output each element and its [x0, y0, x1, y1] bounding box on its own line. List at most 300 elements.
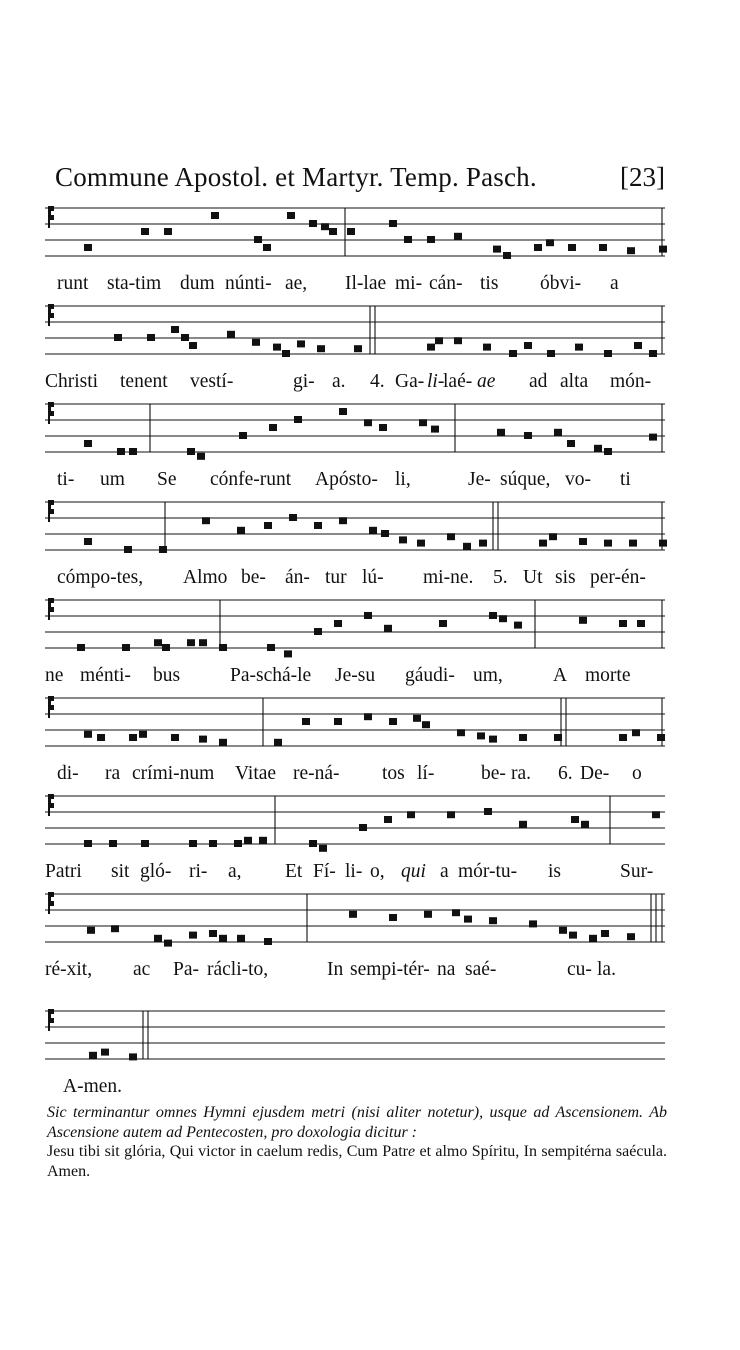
- neume-note: [579, 617, 587, 624]
- syllable: um: [100, 469, 125, 490]
- doxology-part: et almo Spíritu, In sempitérna saécula. Amen.: [47, 1143, 668, 1180]
- chant-staff: [45, 891, 665, 953]
- do-clef: [48, 1009, 54, 1031]
- neume-note: [254, 236, 262, 243]
- neume-note: [431, 426, 439, 433]
- syllable: be-: [241, 567, 266, 588]
- lyrics-line: [45, 273, 665, 299]
- syllable: rácli-to,: [207, 959, 269, 980]
- neume-note: [599, 244, 607, 251]
- syllable: alta: [560, 371, 589, 392]
- neume-note: [477, 732, 485, 739]
- neume-note: [519, 734, 527, 741]
- syllable: dum: [180, 273, 215, 294]
- neume-note: [364, 419, 372, 426]
- syllable: li-: [345, 861, 363, 882]
- neume-note: [189, 342, 197, 349]
- syllable: Ut: [523, 567, 543, 588]
- chant-staff: [45, 1008, 665, 1070]
- neume-note: [364, 612, 372, 619]
- syllable: is: [548, 861, 562, 882]
- syllable: crími-num: [132, 763, 215, 784]
- music-system-1: [45, 205, 665, 305]
- neume-note: [263, 244, 271, 251]
- neume-note: [634, 342, 642, 349]
- neume-note: [354, 345, 362, 352]
- do-clef: [48, 598, 54, 620]
- neume-note: [171, 734, 179, 741]
- neume-note: [339, 408, 347, 415]
- neume-note: [503, 252, 511, 259]
- neume-note: [282, 350, 290, 357]
- syllable: óbvi-: [540, 273, 582, 294]
- neume-note: [575, 344, 583, 351]
- neume-note: [84, 840, 92, 847]
- music-system-3: [45, 401, 665, 501]
- syllable: lí-: [417, 763, 435, 784]
- neume-note: [187, 448, 195, 455]
- neume-note: [227, 331, 235, 338]
- syllable: tur: [325, 567, 347, 588]
- doxology-text: [47, 1142, 667, 1181]
- syllable: o: [632, 763, 642, 784]
- syllable: per-én-: [590, 567, 646, 588]
- neume-note: [111, 925, 119, 932]
- syllable: Ga-: [395, 371, 425, 392]
- neume-note: [447, 533, 455, 540]
- chant-staff: [45, 303, 665, 365]
- neume-note: [164, 940, 172, 947]
- syllable: morte: [585, 665, 631, 686]
- do-clef: [48, 500, 54, 522]
- syllable: be-: [481, 763, 506, 784]
- neume-note: [209, 930, 217, 937]
- music-system-5: [45, 597, 665, 697]
- neume-note: [269, 424, 277, 431]
- syllable: án-: [285, 567, 310, 588]
- neume-note: [594, 445, 602, 452]
- neume-note: [627, 933, 635, 940]
- syllable: a.: [332, 371, 346, 392]
- neume-note: [554, 734, 562, 741]
- neume-note: [219, 935, 227, 942]
- neume-note: [379, 424, 387, 431]
- neume-note: [571, 816, 579, 823]
- syllable: na: [437, 959, 456, 980]
- neume-note: [334, 718, 342, 725]
- neume-note: [463, 543, 471, 550]
- chant-staff: [45, 597, 665, 659]
- chant-staff: [45, 401, 665, 463]
- neume-note: [464, 916, 472, 923]
- neume-note: [309, 840, 317, 847]
- syllable: ra.: [511, 763, 532, 784]
- neume-note: [309, 220, 317, 227]
- neume-note: [529, 920, 537, 927]
- neume-note: [424, 911, 432, 918]
- lyrics-line: [45, 763, 665, 789]
- neume-note: [219, 739, 227, 746]
- syllable: In: [327, 959, 344, 980]
- syllable: De-: [580, 763, 610, 784]
- neume-note: [124, 546, 132, 553]
- neume-note: [567, 440, 575, 447]
- neume-note: [199, 639, 207, 646]
- music-system-6: [45, 695, 665, 795]
- syllable: lú-: [362, 567, 384, 588]
- neume-note: [604, 448, 612, 455]
- neume-note: [384, 816, 392, 823]
- neume-note: [509, 350, 517, 357]
- syllable: gi-: [293, 371, 315, 392]
- syllable: Patri: [45, 861, 82, 882]
- neume-note: [627, 247, 635, 254]
- syllable: ré-xit,: [45, 959, 93, 980]
- music-system-8: [45, 891, 665, 991]
- neume-note: [399, 536, 407, 543]
- neume-note: [314, 522, 322, 529]
- neume-note: [84, 244, 92, 251]
- neume-note: [427, 236, 435, 243]
- neume-note: [389, 718, 397, 725]
- syllable: A: [553, 665, 568, 686]
- neume-note: [189, 932, 197, 939]
- syllable: A-men.: [63, 1076, 123, 1097]
- neume-note: [384, 625, 392, 632]
- music-system-2: [45, 303, 665, 403]
- lyrics-line: [45, 567, 665, 593]
- syllable: vo-: [565, 469, 591, 490]
- neume-note: [422, 721, 430, 728]
- neume-note: [274, 739, 282, 746]
- lyrics-line: [45, 469, 665, 495]
- neume-note: [84, 440, 92, 447]
- syllable: li,: [395, 469, 411, 490]
- neume-note: [589, 935, 597, 942]
- syllable: 6.: [558, 763, 573, 784]
- neume-note: [84, 538, 92, 545]
- page-title: Commune Apostol. et Martyr. Temp. Pasch.: [55, 162, 537, 192]
- neume-note: [289, 514, 297, 521]
- neume-note: [489, 736, 497, 743]
- neume-note: [97, 734, 105, 741]
- neume-note: [369, 527, 377, 534]
- lyrics-line: [45, 665, 665, 691]
- chant-staff: [45, 793, 665, 855]
- syllable: món-: [610, 371, 652, 392]
- neume-note: [452, 909, 460, 916]
- neume-note: [264, 522, 272, 529]
- lyrics-line: [45, 861, 665, 887]
- neume-note: [489, 917, 497, 924]
- neume-note: [407, 811, 415, 818]
- music-system-9: [45, 1008, 665, 1108]
- music-system-7: [45, 793, 665, 893]
- neume-note: [117, 448, 125, 455]
- syllable: ti: [620, 469, 631, 490]
- neume-note: [514, 622, 522, 629]
- neume-note: [457, 729, 465, 736]
- neume-note: [483, 344, 491, 351]
- chant-staff: [45, 499, 665, 561]
- syllable: ra: [105, 763, 121, 784]
- syllable: ri-: [189, 861, 208, 882]
- neume-note: [239, 432, 247, 439]
- syllable: Je-: [468, 469, 491, 490]
- doxology-part: Jesu tibi sit glória, Qui victor in caelum redis, Cum Patr: [47, 1143, 408, 1160]
- neume-note: [273, 344, 281, 351]
- neume-note: [559, 927, 567, 934]
- neume-note: [101, 1049, 109, 1056]
- neume-note: [89, 1052, 97, 1059]
- do-clef: [48, 892, 54, 914]
- neume-note: [122, 644, 130, 651]
- syllable: sis: [555, 567, 576, 588]
- doxology-italic-letter: e: [407, 1143, 416, 1160]
- syllable: mór-tu-: [458, 861, 518, 882]
- neume-note: [389, 220, 397, 227]
- neume-note: [259, 837, 267, 844]
- syllable: cu-: [567, 959, 592, 980]
- syllable: runt: [57, 273, 89, 294]
- neume-note: [129, 448, 137, 455]
- neume-note: [489, 612, 497, 619]
- syllable: ti-: [57, 469, 75, 490]
- neume-note: [287, 212, 295, 219]
- neume-note: [147, 334, 155, 341]
- neume-note: [534, 244, 542, 251]
- neume-note: [619, 620, 627, 627]
- neume-note: [159, 546, 167, 553]
- syllable: tis: [480, 273, 499, 294]
- neume-note: [581, 821, 589, 828]
- music-system-4: [45, 499, 665, 599]
- neume-note: [87, 927, 95, 934]
- neume-note: [319, 845, 327, 852]
- footnote-rubric: Sic terminantur omnes Hymni ejusdem metri (nisi aliter notetur), usque ad Ascensionem. Ab Ascensione autem ad Pentecosten, pro doxologia dicitur :: [47, 1104, 667, 1141]
- neume-note: [427, 344, 435, 351]
- neume-note: [619, 734, 627, 741]
- syllable: li-: [427, 371, 445, 392]
- do-clef: [48, 402, 54, 424]
- syllable: Fí-: [313, 861, 336, 882]
- syllable: um,: [473, 665, 503, 686]
- neume-note: [154, 935, 162, 942]
- neume-note: [334, 620, 342, 627]
- syllable: a: [440, 861, 449, 882]
- neume-note: [252, 339, 260, 346]
- neume-note: [549, 533, 557, 540]
- neume-note: [454, 337, 462, 344]
- neume-note: [129, 734, 137, 741]
- syllable: gáudi-: [405, 665, 455, 686]
- syllable: tenent: [120, 371, 168, 392]
- neume-note: [547, 350, 555, 357]
- neume-note: [202, 517, 210, 524]
- neume-note: [484, 808, 492, 815]
- syllable: mi-: [395, 273, 423, 294]
- neume-note: [519, 821, 527, 828]
- neume-note: [141, 228, 149, 235]
- neume-note: [604, 540, 612, 547]
- neume-note: [314, 628, 322, 635]
- syllable: Et: [285, 861, 303, 882]
- neume-note: [267, 644, 275, 651]
- neume-note: [652, 811, 660, 818]
- chant-staff: [45, 695, 665, 757]
- syllable: núnti-: [225, 273, 272, 294]
- do-clef: [48, 696, 54, 718]
- neume-note: [209, 840, 217, 847]
- neume-note: [244, 837, 252, 844]
- neume-note: [109, 840, 117, 847]
- neume-note: [181, 334, 189, 341]
- neume-note: [632, 729, 640, 736]
- neume-note: [435, 337, 443, 344]
- syllable: Almo: [183, 567, 228, 588]
- syllable: Se: [157, 469, 177, 490]
- neume-note: [237, 935, 245, 942]
- neume-note: [284, 650, 292, 657]
- neume-note: [419, 419, 427, 426]
- syllable: saé-: [465, 959, 497, 980]
- lyrics-line: [45, 1076, 665, 1102]
- page-header: [55, 162, 665, 198]
- neume-note: [339, 517, 347, 524]
- neume-note: [302, 718, 310, 725]
- neume-note: [317, 345, 325, 352]
- neume-note: [479, 540, 487, 547]
- syllable: ac: [133, 959, 151, 980]
- neume-note: [349, 911, 357, 918]
- neume-note: [294, 416, 302, 423]
- neume-note: [237, 527, 245, 534]
- neume-note: [413, 715, 421, 722]
- syllable: bus: [153, 665, 181, 686]
- syllable: cán-: [429, 273, 463, 294]
- syllable: o,: [370, 861, 385, 882]
- syllable: Christi: [45, 371, 99, 392]
- neume-note: [164, 228, 172, 235]
- neume-note: [77, 644, 85, 651]
- do-clef: [48, 304, 54, 326]
- neume-note: [659, 246, 667, 253]
- neume-note: [141, 840, 149, 847]
- syllable: Pa-schá-le: [230, 665, 312, 686]
- syllable: sempi-tér-: [350, 959, 430, 980]
- syllable: Je-su: [335, 665, 376, 686]
- neume-note: [629, 540, 637, 547]
- neume-note: [114, 334, 122, 341]
- neume-note: [329, 228, 337, 235]
- neume-note: [546, 239, 554, 246]
- neume-note: [539, 540, 547, 547]
- syllable: di-: [57, 763, 79, 784]
- neume-note: [197, 453, 205, 460]
- syllable: Sur-: [620, 861, 654, 882]
- syllable: ae,: [285, 273, 308, 294]
- syllable: súque,: [500, 469, 551, 490]
- neume-note: [199, 736, 207, 743]
- neume-note: [499, 615, 507, 622]
- neume-note: [568, 244, 576, 251]
- neume-note: [649, 350, 657, 357]
- neume-note: [657, 734, 665, 741]
- neume-note: [139, 731, 147, 738]
- syllable: cónfe-runt: [210, 469, 292, 490]
- syllable: Vitae: [235, 763, 277, 784]
- neume-note: [524, 342, 532, 349]
- neume-note: [234, 840, 242, 847]
- syllable: cómpo-tes,: [57, 567, 144, 588]
- syllable: Il-lae: [345, 273, 387, 294]
- syllable: re-ná-: [293, 763, 340, 784]
- neume-note: [637, 620, 645, 627]
- neume-note: [219, 644, 227, 651]
- syllable: ad: [529, 371, 548, 392]
- syllable: a,: [228, 861, 242, 882]
- chant-staff: [45, 205, 665, 267]
- do-clef: [48, 794, 54, 816]
- syllable: tos: [382, 763, 405, 784]
- neume-note: [493, 246, 501, 253]
- neume-note: [497, 429, 505, 436]
- page-number: [23]: [620, 162, 665, 192]
- neume-note: [579, 538, 587, 545]
- lyrics-line: [45, 959, 665, 985]
- neume-note: [162, 644, 170, 651]
- syllable: la.: [597, 959, 616, 980]
- neume-note: [187, 639, 195, 646]
- syllable: Pa-: [173, 959, 199, 980]
- syllable: 5.: [493, 567, 508, 588]
- neume-note: [524, 432, 532, 439]
- neume-note: [189, 840, 197, 847]
- syllable: ménti-: [80, 665, 131, 686]
- neume-note: [569, 932, 577, 939]
- syllable: sit: [111, 861, 130, 882]
- neume-note: [84, 731, 92, 738]
- syllable: qui: [401, 861, 426, 882]
- syllable: mi-ne.: [423, 567, 474, 588]
- neume-note: [404, 236, 412, 243]
- neume-note: [601, 930, 609, 937]
- footnote: [47, 1103, 667, 1181]
- syllable: a: [610, 273, 619, 294]
- neume-note: [154, 639, 162, 646]
- neume-note: [439, 620, 447, 627]
- syllable: laé-: [443, 371, 473, 392]
- syllable: ae: [477, 371, 496, 392]
- lyrics-line: [45, 371, 665, 397]
- neume-note: [454, 233, 462, 240]
- neume-note: [129, 1053, 137, 1060]
- neume-note: [447, 811, 455, 818]
- do-clef: [48, 206, 54, 228]
- neume-note: [321, 223, 329, 230]
- syllable: gló-: [140, 861, 172, 882]
- neume-note: [264, 938, 272, 945]
- neume-note: [211, 212, 219, 219]
- neume-note: [297, 340, 305, 347]
- syllable: Apósto-: [315, 469, 378, 490]
- syllable: vestí-: [190, 371, 234, 392]
- neume-note: [364, 713, 372, 720]
- neume-note: [389, 914, 397, 921]
- neume-note: [659, 540, 667, 547]
- syllable: 4.: [370, 371, 385, 392]
- syllable: sta-tim: [107, 273, 162, 294]
